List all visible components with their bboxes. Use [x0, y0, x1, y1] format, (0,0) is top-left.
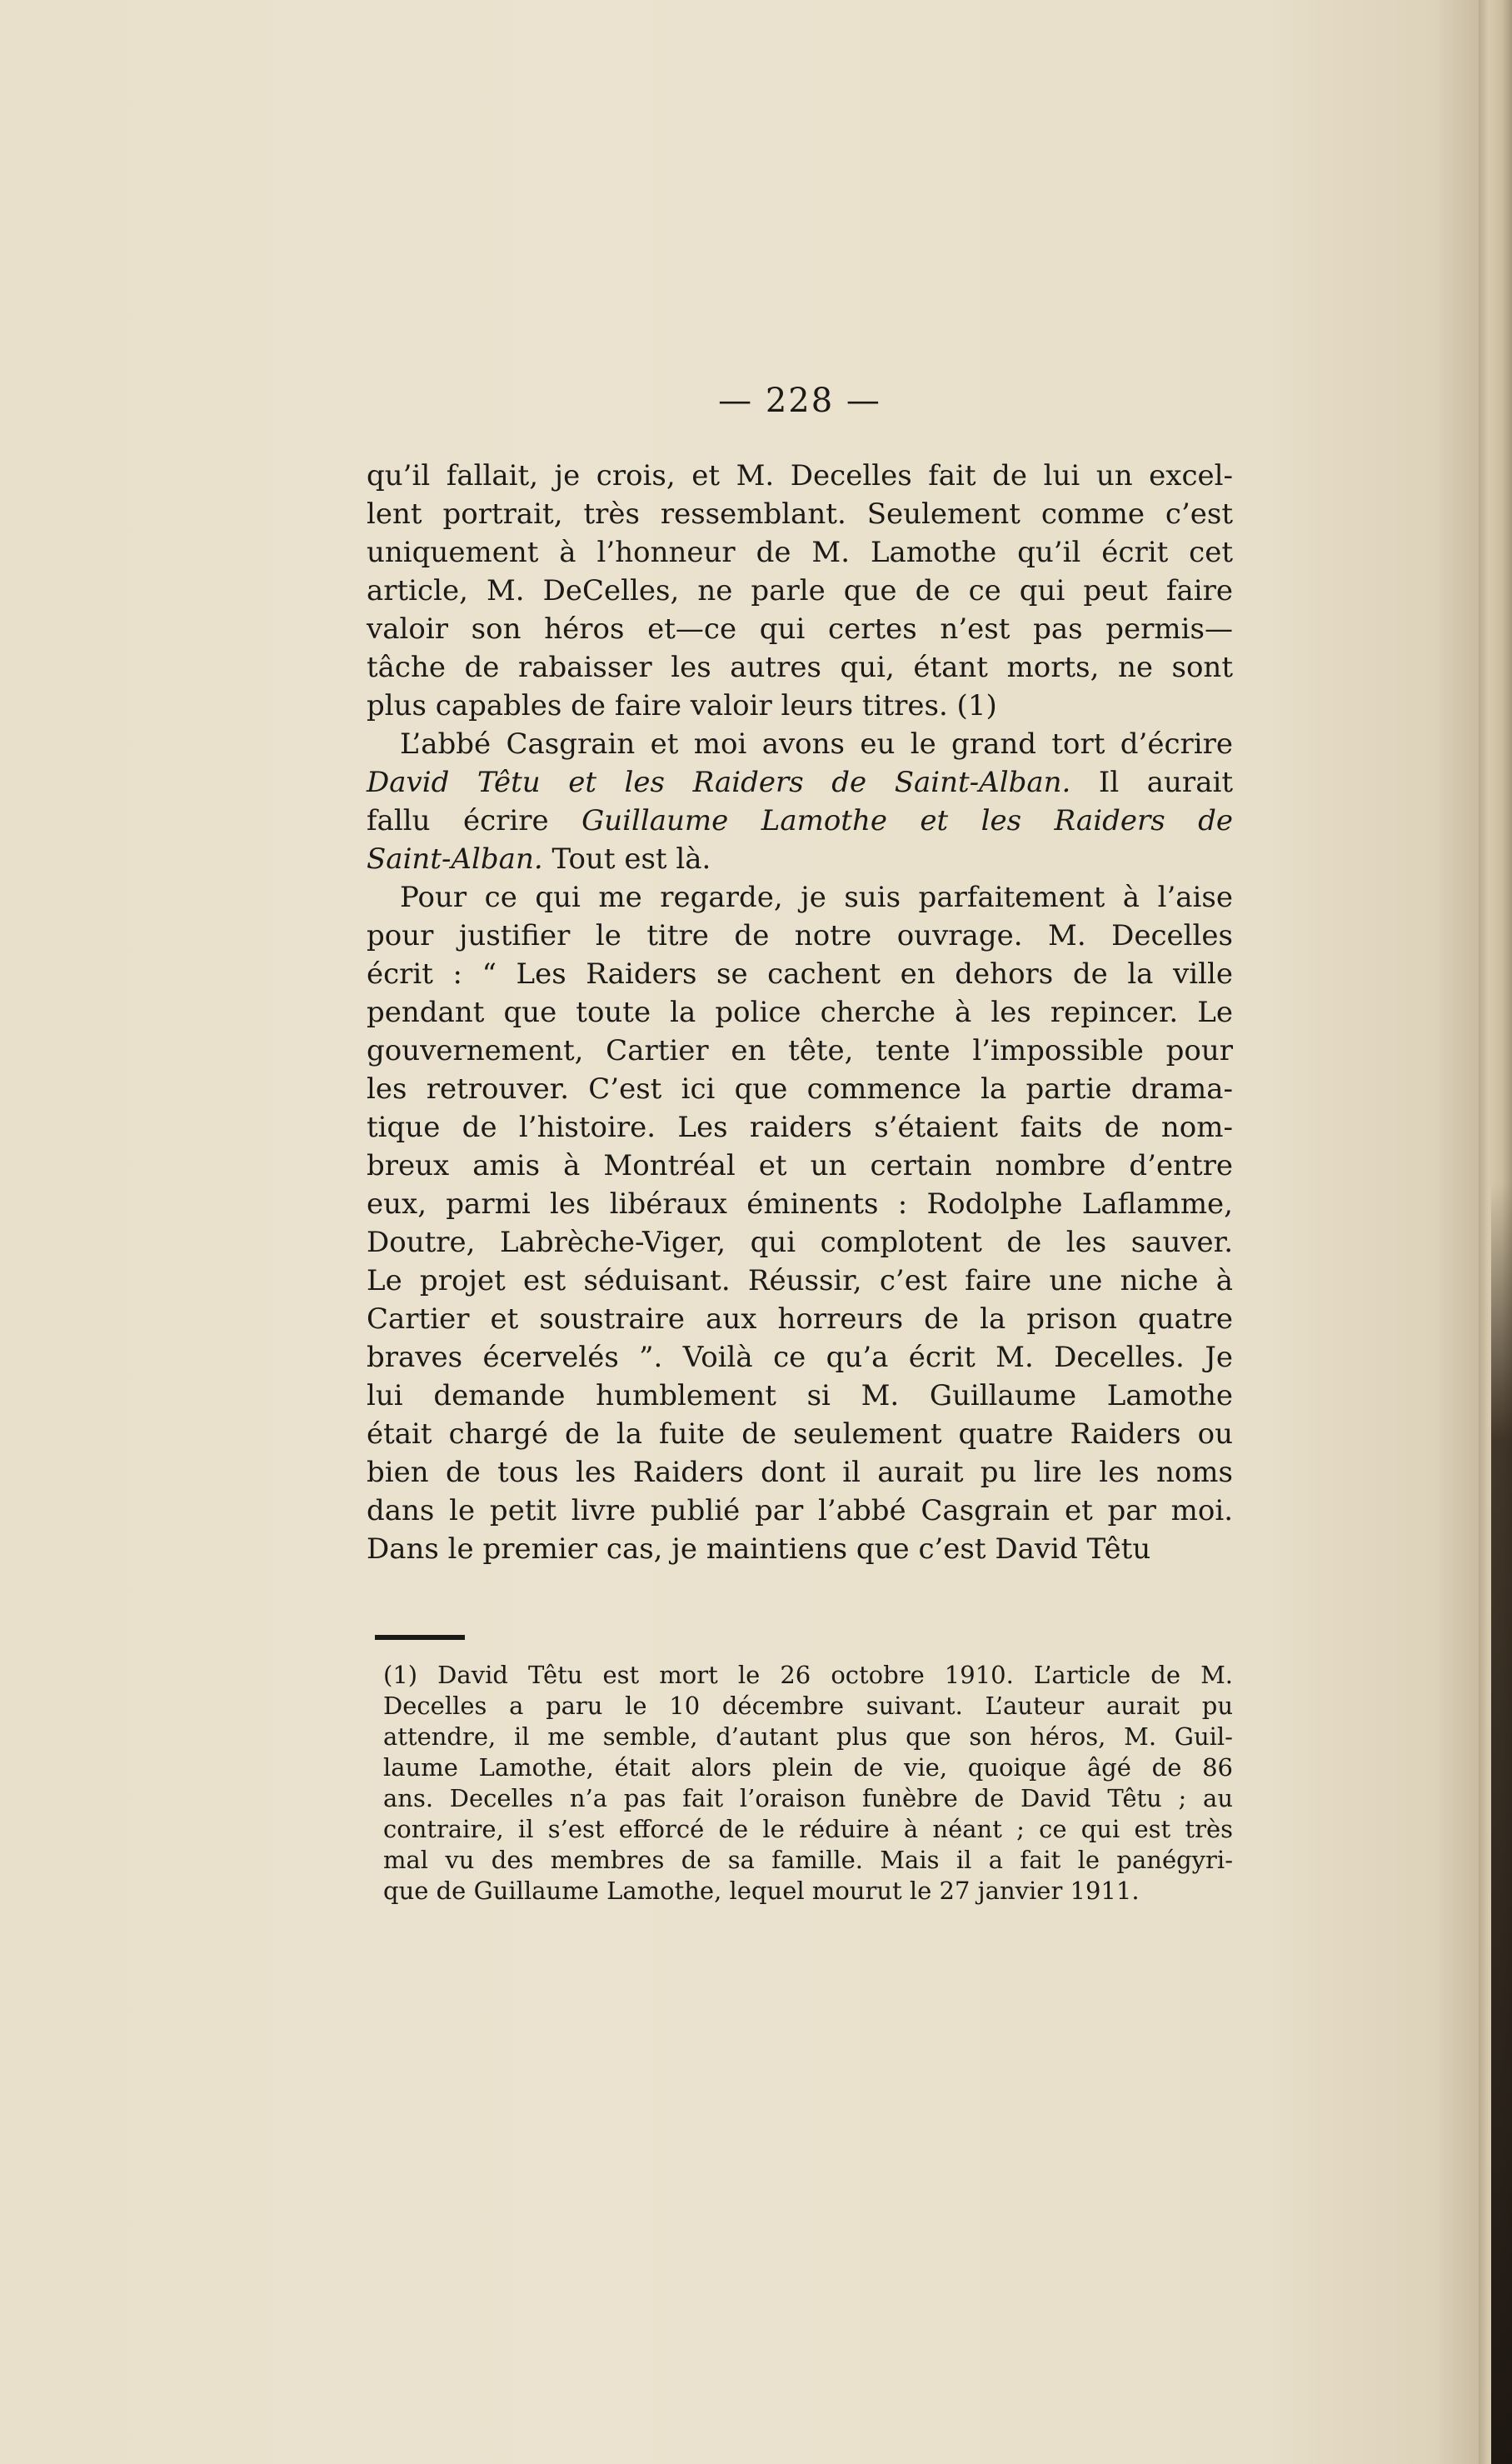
- body-line: lui demande humblement si M. Guillaume Lamothe: [367, 1379, 1233, 1412]
- body-line: plus capables de faire valoir leurs titres. (1): [367, 689, 997, 722]
- body-line: David Têtu et les Raiders de Saint-Alban. Il aurait: [367, 766, 1233, 799]
- body-line: Pour ce qui me regarde, je suis parfaitement à l’aise: [400, 881, 1233, 914]
- body-line: pendant que toute la police cherche à les repincer. Le: [367, 996, 1233, 1029]
- body-line: breux amis à Montréal et un certain nombre d’entre: [367, 1149, 1233, 1182]
- body-line: valoir son héros et—ce qui certes n’est pas permis—: [367, 612, 1233, 646]
- body-line: Le projet est séduisant. Réussir, c’est faire une niche à: [367, 1264, 1233, 1297]
- body-line: dans le petit livre publié par l’abbé Casgrain et par moi.: [367, 1494, 1233, 1527]
- body-line: eux, parmi les libéraux éminents : Rodolphe Laflamme,: [367, 1187, 1233, 1221]
- body-line: Dans le premier cas, je maintiens que c’est David Têtu: [367, 1532, 1151, 1566]
- body-line: les retrouver. C’est ici que commence la partie drama-: [367, 1072, 1233, 1106]
- footnote-line: que de Guillaume Lamothe, lequel mourut le 27 janvier 1911.: [383, 1877, 1140, 1905]
- body-line: était chargé de la fuite de seulement quatre Raiders ou: [367, 1417, 1233, 1451]
- page-number: — 228 —: [718, 382, 881, 420]
- body-line: gouvernement, Cartier en tête, tente l’impossible pour: [367, 1034, 1233, 1067]
- body-line: tâche de rabaisser les autres qui, étant morts, ne sont: [367, 651, 1233, 684]
- body-line: L’abbé Casgrain et moi avons eu le grand tort d’écrire: [400, 727, 1233, 761]
- footnote-line: (1) David Têtu est mort le 26 octobre 1910. L’article de M.: [383, 1661, 1233, 1689]
- body-line: Cartier et soustraire aux horreurs de la prison quatre: [367, 1302, 1233, 1336]
- body-line: lent portrait, très ressemblant. Seulement comme c’est: [367, 497, 1233, 531]
- body-line: braves écervelés ”. Voilà ce qu’a écrit M. Decelles. Je: [367, 1341, 1233, 1374]
- body-line: Doutre, Labrèche-Viger, qui complotent de les sauver.: [367, 1226, 1233, 1259]
- body-line: Saint-Alban. Tout est là.: [367, 842, 711, 876]
- footnote-line: Decelles a paru le 10 décembre suivant. L’auteur aurait pu: [383, 1692, 1233, 1720]
- footnote-divider: [375, 1635, 465, 1640]
- body-line: article, M. DeCelles, ne parle que de ce qui peut faire: [367, 574, 1233, 607]
- body-text: [367, 457, 1233, 1568]
- body-line: fallu écrire Guillaume Lamothe et les Raiders de: [367, 804, 1234, 837]
- footnote-line: laume Lamothe, était alors plein de vie, quoique âgé de 86: [383, 1753, 1233, 1782]
- footnote: [367, 1660, 1233, 1907]
- text-block: [367, 333, 1233, 1907]
- footnote-line: mal vu des membres de sa famille. Mais il a fait le panégyri-: [383, 1846, 1233, 1874]
- body-line: qu’il fallait, je crois, et M. Decelles fait de lui un excel-: [367, 459, 1233, 492]
- body-line: pour justifier le titre de notre ouvrage. M. Decelles: [367, 919, 1233, 952]
- body-line: uniquement à l’honneur de M. Lamothe qu’il écrit cet: [367, 536, 1233, 569]
- binding-shadow: [1491, 1183, 1512, 2464]
- body-line: tique de l’histoire. Les raiders s’étaient faits de nom-: [367, 1111, 1233, 1144]
- footnote-line: contraire, il s’est efforcé de le réduire à néant ; ce qui est très: [383, 1815, 1233, 1843]
- body-line: bien de tous les Raiders dont il aurait pu lire les noms: [367, 1456, 1233, 1489]
- footnote-line: ans. Decelles n’a pas fait l’oraison funèbre de David Têtu ; au: [383, 1784, 1233, 1812]
- footnote-line: attendre, il me semble, d’autant plus que son héros, M. Guil-: [383, 1722, 1233, 1751]
- body-line: écrit : “ Les Raiders se cachent en dehors de la ville: [367, 957, 1233, 991]
